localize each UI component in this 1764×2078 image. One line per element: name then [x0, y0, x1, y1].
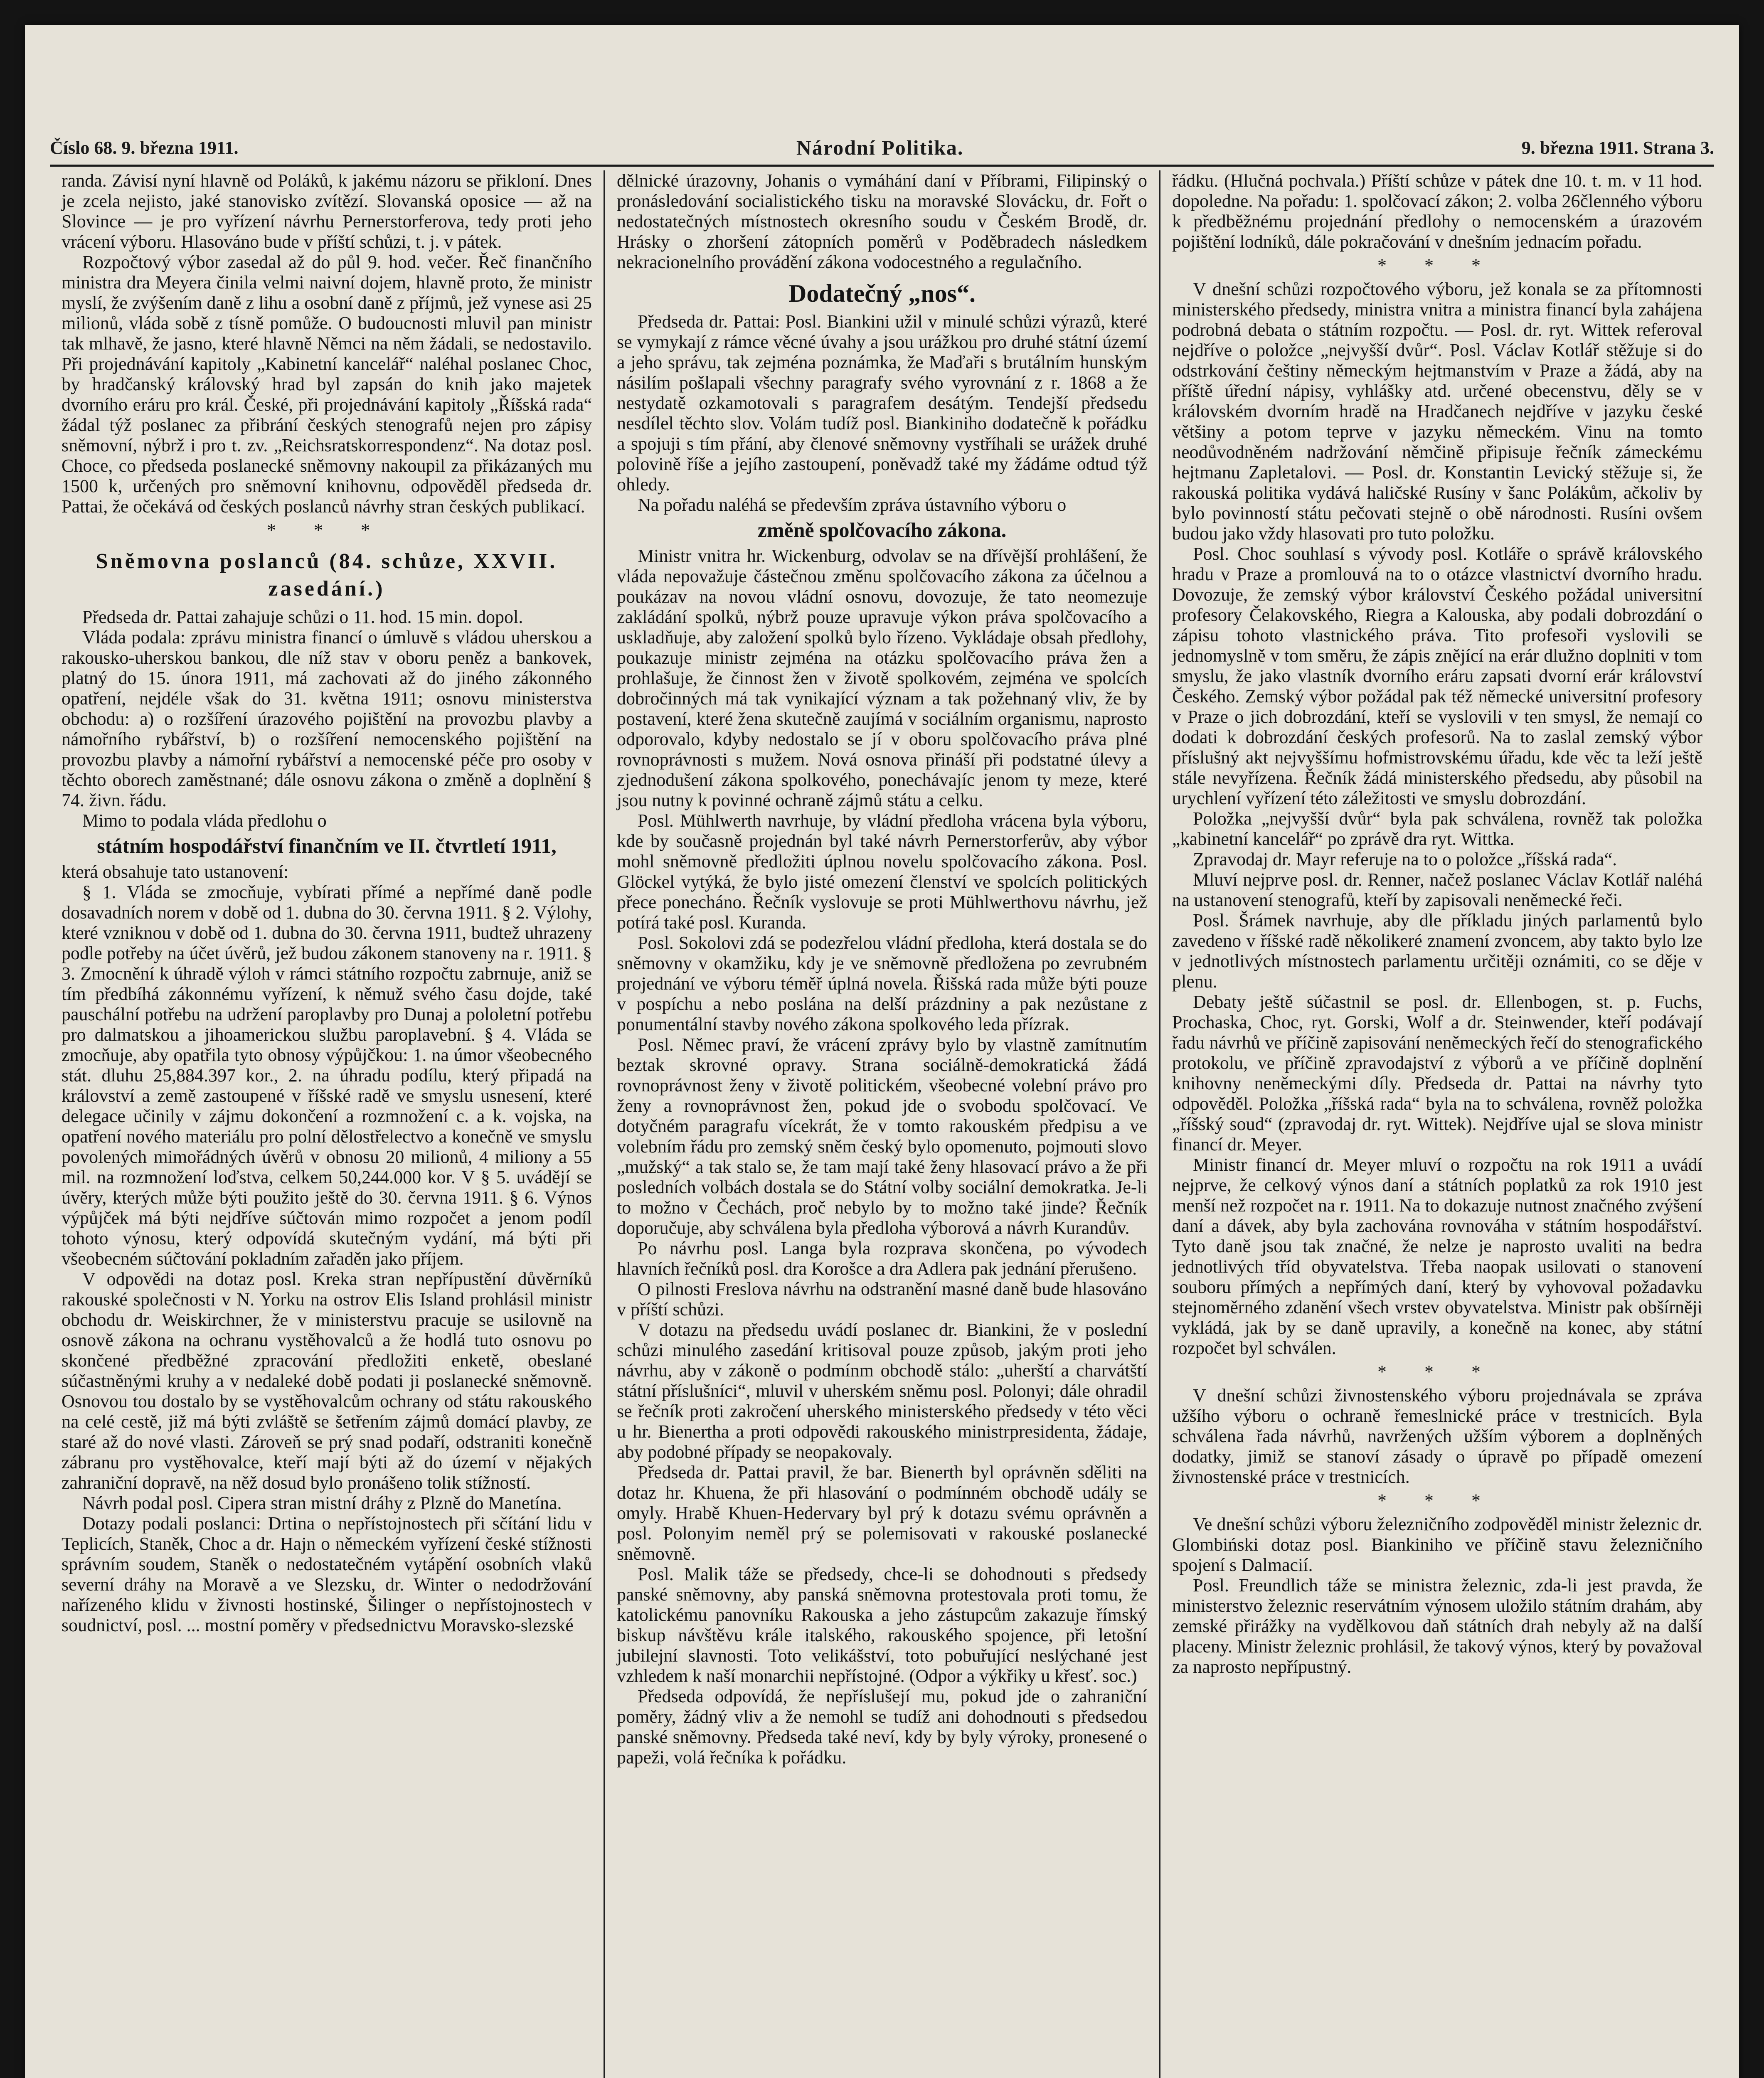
column-3 — [1159, 170, 1714, 2078]
paragraph: Na pořadu naléhá se především zpráva ústavního výboru o — [638, 495, 1067, 515]
separator-stars: * * * — [267, 520, 387, 540]
column-1 — [50, 170, 604, 2078]
paragraph: Ministr financí dr. Meyer mluví o rozpočtu na rok 1911 a uvádí nejprve, že celkový výnos daní a státních poplatků za rok 1910 jest menší než rozpočet na r. 1911. Na to dokazuje nutnost značného zvýšení daní a dávek, aby byla zachována rovnováha v státním hospodářství. Tyto daně jsou tak značné, že nelze je naprosto uvaliti na bedra jednotlivých tříd obyvatelstva. Třeba naopak usilovati o stanovení souboru přímých a nepřímých daní, který by vyhovoval požadavku stejnoměrného zdanění všech vrstev obyvatelstva. Ministr pak obšírněji vykládá, jak by se daně upravily, a konečně na konec, aby státní rozpočet byl schválen. — [1172, 1155, 1702, 1358]
separator-stars: * * * — [1377, 1490, 1497, 1511]
paragraph: Posl. Mühlwerth navrhuje, by vládní předloha vrácena byla výboru, kde by současně projednán byl také návrh Pernerstorferův, aby výbor mohl sněmovně předložiti úplnou novelu spolčovacího zákona. Posl. Glöckel vytýká, že bylo jisté omezení členství ve spolcích politických přece ponecháno. Řečník vyslovuje se proti Mühlwerthovu návrhu, jež potírá také posl. Kuranda. — [617, 810, 1147, 933]
paragraph: § 1. Vláda se zmocňuje, vybírati přímé a nepřímé daně podle dosavadních norem v době od 1. dubna do 30. června 1911. § 2. Výlohy, které vzniknou v době od 1. dubna do 30. června 1911, budtež uhrazeny podle potřeby na účet úvěrů, jež budou zákonem stanoveny na r. 1911. § 3. Zmocnění k úhradě výloh v rámci státního rozpočtu zabrnuje, aniž se tím předbíhá zákonnému vyřízení, k němuž svého času dojde, také pauschální potřebu na udržení paroplavby pro Dunaj a pololetní potřebu pro dalmatskou a jihoamerickou službu paroplavební. § 4. Vláda se zmocňuje, aby opatřila tyto obnosy výpůjčkou: 1. na úmor všeobecného stát. dluhu 25,884.397 kor., 2. na úhradu podílu, který připadá na království a země zastoupené v říšské radě ve smyslu usnesení, které delegace učinily v zájmu dokončení a rozmnožení c. a k. vojska, na opatření nového materiálu pro polní dělostřelectvo a konečně ve smyslu povolených mimořádných úvěrů v obnosu 20 milionů, 4 miliony a 55 mil. na rozmnožení loďstva, celkem 50,244.000 kor. V § 5. uvádějí se úvěry, kterých může býti použito ještě do 30. června 1911. § 6. Výnos výpůjček má býti nejdříve súčtován mimo rozpočet a jenom podíl tohoto výnosu, který odpovídá skutečným vydání, má býti při všeobecném súčtování pokladním zařaděn jako příjem. — [62, 882, 592, 1269]
paragraph: O pilnosti Freslova návrhu na odstranění masné daně bude hlasováno v příští schůzi. — [617, 1279, 1147, 1320]
separator-stars: * * * — [1377, 255, 1497, 276]
paragraph: Předseda dr. Pattai pravil, že bar. Bienerth byl oprávněn sděliti na dotaz hr. Khuena, že při hlasování o podmínném obchodě udály se omyly. Hrabě Khuen-Hedervary byl prý k dotazu svému oprávněn a posl. Polonyim neměl prý se polemisovati v rakouské poslanecké sněmovně. — [617, 1462, 1147, 1564]
paragraph: Dotazy podali poslanci: Drtina o nepřístojnostech při sčítání lidu v Teplicích, Staněk, Choc a dr. Hajn o německém vyřízení české stížnosti správním soudem, Staněk o nedostatečném vytápění osobních vlaků severní dráhy na Moravě a ve Slezsku, dr. Winter o nedodržování nařízeného klidu v živnosti hostinské, Šilinger o nepřístojnostech v soudnictví, posl. ... mostní poměry v předsednictvu Moravsko-slezské — [62, 1513, 592, 1635]
paragraph: řádku. (Hlučná pochvala.) Příští schůze v pátek dne 10. t. m. v 11 hod. dopoledne. Na pořadu: 1. spolčovací zákon; 2. volba 26členného výboru k předběžnému projednání předlohy o nemocenském a úrazovém pojištění lodníků, dále pokračování v dnešním jednacím pořadu. — [1172, 170, 1702, 252]
paragraph: V dnešní schůzi rozpočtového výboru, jež konala se za přítomnosti ministerského předsedy, ministra vnitra a ministra financí byla zahájena podrobná debata o státním rozpočtu. — Posl. dr. ryt. Wittek referoval nejdříve o položce „nejvyšší dvůr“. Posl. Václav Kotlář stěžuje si do odstrkování češtiny německým hejtmanstvím v Praze a žádá, aby na příště úřední nápisy, vyhlášky atd. určené obecenstvu, děly se v královském dvorním hradě na Hradčanech nejdříve v jazyku české většiny a potom teprve v jazyku německém. Vinu na tomto neodůvodněném nadržování němčině připisuje řečník zámeckému hejtmanu Zapletalovi. — Posl. dr. Konstantin Levický stěžuje si, že rakouská politika vydává haličské Rusíny v šanc Polákům, ačkoliv by bylo povinností státu pečovati stejně o obě národnosti. Rusíni ovšem budou jako vždy hlasovati pro tuto položku. — [1172, 279, 1702, 544]
paragraph: Položka „nejvyšší dvůr“ byla pak schválena, rovněž tak položka „kabinetní kancelář“ po zprávě dra ryt. Wittka. — [1172, 808, 1702, 849]
newspaper-page — [25, 25, 1739, 2078]
header-rule — [50, 165, 1714, 167]
subsection-heading: změně spolčovacího zákona. — [757, 518, 1007, 542]
paragraph: Debaty ještě súčastnil se posl. dr. Ellenbogen, st. p. Fuchs, Prochaska, Choc, ryt. Gorski, Wolf a dr. Steinwender, kteří podávají řadu návrhů ve příčině zapisování neněmeckých řečí do stenografického protokolu, ve příčině zpravodajství z výborů a ve příčině doplnění knihovny neněmeckými díly. Předseda dr. Pattai na návrhy tyto odpověděl. Položka „říšská rada“ byla na to schválena, rovněž položka „říšský soud“ (zpravodaj dr. ryt. Wittek). Nejdříve ujal se slova ministr financí dr. Meyer. — [1172, 992, 1702, 1155]
issue-number: Číslo 68. 9. března 1911. — [50, 137, 239, 158]
paragraph: Vláda podala: zprávu ministra financí o úmluvě s vládou uherskou a rakousko-uherskou bankou, dle níž stav v oboru peněz a bankovek, platný do 15. února 1911, má zachovati až do jiného zákonného opatření, nejdéle však do 31. května 1911; osnovu ministerstva obchodu: a) o rozšíření úrazového pojištění na provozbu plavby a námořního rybářství, b) o rozšíření nemocenského pojištění na provozbu plavby a námořní rybářství a nemocenské péče pro osoby v těchto oborech zaměstnané; dále osnovu zákona o změně a doplnění § 74. živn. řádu. — [62, 627, 592, 810]
paragraph: Posl. Sokolovi zdá se podezřelou vládní předloha, která dostala se do sněmovny v okamžiku, kdy je ve sněmovně předložena po zevrubném projednání ve výboru téměř úplná novela. Řišská rada může býti pouze v pospíchu a nebo poslána na delší prázdniny a pak nezůstane z ponumentální stavby nového zákona spolkového leda přízrak. — [617, 933, 1147, 1034]
separator-stars: * * * — [1377, 1362, 1497, 1382]
paragraph: která obsahuje tato ustanovení: — [62, 862, 289, 882]
paragraph: Posl. Němec praví, že vrácení zprávy bylo by vlastně zamítnutím beztak skrovné opravy. Strana sociálně-demokratická žádá rovnoprávnost ženy v životě politickém, všeobecné volební právo pro ženy a rovnoprávnost žen, pokud jde o svobodu spolčovací. Ve dotyčném paragrafu vícekrát, že v tomto rakouském předpisu a ve volebním řádu pro zemský sněm český bylo opomenuto, pojmouti slovo „mužský“ a tak stalo se, že tam mají také ženy hlasovací právo a že při posledních volbách dostala se do Státní volby sociální demokratka. Je-li to možno v Čechách, proč nebylo by to možno také jinde? Řečník doporučuje, aby schválena byla předloha výborová a návrh Kurandův. — [617, 1034, 1147, 1238]
paragraph: V dnešní schůzi živnostenského výboru projednávala se zpráva užšího výboru o ochraně řemeslnické práce v trestnicích. Byla schválena řada návrhů, navržených užším výborem a doplněných dodatky, jimiž se stanoví zásady o úpravě po případě omezení živnostenské práce v trestnicích. — [1172, 1385, 1702, 1487]
paragraph: Posl. Šrámek navrhuje, aby dle příkladu jiných parlamentů bylo zavedeno v říšské radě několikeré znamení zvoncem, aby takto bylo lze v jednotlivých místnostech parlamentu určitěji oznámiti, co se děje v plenu. — [1172, 910, 1702, 992]
paragraph: Posl. Malik táže se předsedy, chce-li se dohodnouti s předsedy panské sněmovny, aby panská sněmovna protestovala proti tomu, že katolickému panovníku Rakouska a jeho zástupcům zakazuje římský biskup návštěvu krále italského, rakouského spojence, při letošní jubilejní slavnosti. Toto velikášství, toto pobuřující neslýchané jest vzhledem k naší monarchii nepřístojné. (Odpor a výkřiky u křesť. soc.) — [617, 1564, 1147, 1686]
paragraph: Předseda dr. Pattai: Posl. Biankini užil v minulé schůzi výrazů, které se vymykají z rámce věcné úvahy a jsou urážkou pro druhé státní území a jeho správu, tak zejména poznámka, že Maďaři s brutálním hunským násilím pošlapali všechny paragrafy svého vyrovnání z r. 1868 a že nestydatě ozkamotovali s paragrafem desátým. Tendejší předsedu nesdílel těchto slov. Volám tudíž posl. Biankiniho dodatečně k pořádku a spojuji s tím přání, aby členové sněmovny vystříhali se urážek druhé polovině říše a jejího zastoupení, poněvadž také my žádáme odtud týž ohledy. — [617, 311, 1147, 495]
subsection-heading: státním hospodářství finančním ve II. čtvrtletí 1911, — [97, 834, 557, 857]
paragraph: Ve dnešní schůzi výboru železničního zodpověděl ministr železnic dr. Glombiński dotaz posl. Biankiniho ve příčině stavu železničního spojení s Dalmacií. — [1172, 1514, 1702, 1575]
paragraph: Návrh podal posl. Cipera stran mistní dráhy z Plzně do Manetína. — [82, 1493, 562, 1513]
paragraph: Mluví nejprve posl. dr. Renner, načež poslanec Václav Kotlář naléhá na ustanovení stenografů, kteří by zapisovali neněmecké řeči. — [1172, 869, 1702, 910]
paragraph: Zpravodaj dr. Mayr referuje na to o položce „říšská rada“. — [1193, 849, 1617, 869]
page-date-number: 9. března 1911. Strana 3. — [1521, 137, 1714, 158]
paragraph: dělnické úrazovny, Johanis o vymáhání daní v Příbrami, Filipinský o pronásledování socialistického tisku na moravské Slovácku, dr. Fořt o nedostatečných místnostech okresního soudu v Českém Brodě, dr. Hrásky o zhoršení zátopních poměrů v Poděbradech následkem nekracionelního provádění zákona vodocestného a regulačního. — [617, 170, 1147, 272]
paragraph: Předseda odpovídá, že nepříslušejí mu, pokud jde o zahraniční poměry, žádný vliv a že nemohl se tudíž ani dohodnouti s předsedou panské sněmovny. Předseda také neví, kdy by byly výroky, pronesené o papeži, volá řečníka k pořádku. — [617, 1686, 1147, 1768]
column-2 — [604, 170, 1159, 2078]
paragraph: Mimo to podala vláda předlohu o — [82, 810, 327, 831]
section-heading: Dodatečný „nos“. — [788, 280, 976, 307]
paragraph: randa. Závisí nyní hlavně od Poláků, k jakému názoru se přikloní. Dnes je zcela nejisto, jaké stanovisko zvítězí. Slovanská oposice — až na Slovince — je pro vyřízení návrhu Pernerstorferova, tedy proti jeho vrácení výboru. Hlasováno bude v příští schůzi, t. j. v pátek. — [62, 170, 592, 252]
paragraph: V dotazu na předsedu uvádí poslanec dr. Biankini, že v poslední schůzi minulého zasedání kritisoval pouze způsob, jakým proti jeho návrhu, aby v zákoně o podmínm obchodě stálo: „uherští a charvátští státní příslušníci“, mluvil v uherském sněmu posl. Polonyi; dále ohradil se řečník proti zakročení uherského ministerského předsedy v této věci u hr. Bienertha a proti odpovědi rakouského ministrpresidenta, žádaje, aby podobné případy se neopakovaly. — [617, 1320, 1147, 1462]
paragraph: Posl. Freundlich táže se ministra železnic, zda-li jest pravda, že ministerstvo železnic reservátním výnosem uložilo státním drahám, aby zemské přirážky na vydělkovou daň státních drah nebyly až na další placeny. Ministr železnic prohlásil, že takový výnos, který by považoval za naprosto nepřípustný. — [1172, 1575, 1702, 1677]
paragraph: Po návrhu posl. Langa byla rozprava skončena, po vývodech hlavních řečníků posl. dra Korošce a dra Adlera pak jednání přerušeno. — [617, 1238, 1147, 1279]
paragraph: Posl. Choc souhlasí s vývody posl. Kotláře o správě královského hradu v Praze a promlouvá na to o otázce vlastnictví dvorního hradu. Dovozuje, že zemský výbor království Českého požádal universitní profesory Čelakovského, Riegra a Kalouska, aby podali dobrozdání o zápisu tohoto vlastnického práva. Tito profesoři vyslovili se jednomyslně v tom směru, že zápis znějící na erár dlužno doplniti v tom smyslu, že jako vlastník dvorního eráru zapsati dvorní erár království Českého. Zemský výbor požádal pak též německé universitní profesory v Praze o jich dobrozdání, kteří se vyslovili v ten smysl, že nemají co dodati k dobrozdání českých profesorů. Na to zaslal zemský výbor příslušný akt nejvyššímu hofmistrovskému úřadu, kde věc ta leží ještě stále nevyřízena. Řečník žádá ministerského předsedu, aby působil na urychlení vyřízení této záležitosti ve smyslu dobrozdání. — [1172, 544, 1702, 808]
paragraph: Předseda dr. Pattai zahajuje schůzi o 11. hod. 15 min. dopol. — [82, 607, 523, 627]
paragraph: Ministr vnitra hr. Wickenburg, odvolav se na dřívější prohlášení, že vláda nepovažuje částečnou změnu spolčovacího zákona za účelnou a poukázav na novou vládní osnovu, dovozuje, že tato neomezuje zakládání spolků, nýbrž pouze upravuje výkon práva spolčovacího a uskladňuje, aby založení spolků bylo řízeno. Vykládaje obsah předlohy, poukazuje ministr zejména na otázku spolčovacího práva žen a prohlašuje, že činnost žen v životě spolkovém, zejména ve spolcích dobročinných má tak vynikající význam a tak požehnaný vliv, že by postavení, které žena skutečně zaujímá v sociálním organismu, naprosto odporovalo, kdyby nedostalo se jí v oboru spolčovacího práva plné rovnoprávnosti s mužem. Nová osnova přináší při podstatné úlevy a zjednodušení zákona spolkového, ponechávajíc jenom ty meze, které jsou nutny k povinné ochraně zájmů státu a celku. — [617, 546, 1147, 810]
paragraph: Rozpočtový výbor zasedal až do půl 9. hod. večer. Řeč finančního ministra dra Meyera činila velmi naivní dojem, hlavně proto, že ministr myslí, že zvýšením daně z lihu a osobní daně z příjmů, jež vynese asi 25 milionů, vláda sobě z tísně pomůže. O budoucnosti mluvil pan ministr tak mlhavě, že jasno, které hlavně Němci na něm žádali, se nedostavilo. Při projednávání kapitoly „Kabinetní kancelář“ naléhal poslanec Choc, by hradčanský královský hrad byl zapsán do knih jako majetek dvorního eráru pro král. České, při projednávání kapitoly „Říšská rada“ žádal týž poslanec za přibrání českých stenografů nejen pro zápisy sněmovní, nýbrž i pro t. zv. „Reichsratskorrespondenz“. Na dotaz posl. Choce, co předseda poslanecké sněmovny nakoupil za přikázaných mu 1500 k, určených pro sněmovní knihovnu, odpověděl předseda dr. Pattai, že očekává od českých poslanců návrhy stran českých publikací. — [62, 252, 592, 517]
masthead — [50, 133, 1714, 162]
newspaper-title: Národní Politika. — [796, 136, 964, 159]
section-heading: Sněmovna poslanců (84. schůze, XXVII. zasedání.) — [96, 549, 558, 601]
article-columns — [50, 170, 1714, 2078]
paragraph: V odpovědi na dotaz posl. Kreka stran nepřípustění důvěrníků rakouské společnosti v N. Yorku na ostrov Elis Island prohlásil ministr obchodu dr. Weiskirchner, že v ministerstvu pracuje se usilovně na osnově zákona na ochranu vystěhovalců a že hodlá tuto osnovu po skončené předběžné zpracování předložiti enketě, obeslané súčastněnými kruhy a v nedaleké době podati ji poslanecké sněmovně. Osnovou tou dostalo by se vystěhovalcům ochrany od státu rakouského na celé cestě, již má býti zvláště se šetřením zájmů domácí plavby, ze staré až do nové vlasti. Zároveň se prý snad podaří, odstraniti konečně zábranu pro vystěhovalce, kteří mají býti až do území v nějakých zahraniční dopravě, na něž dosud bylo pronášeno tolik stížností. — [62, 1269, 592, 1493]
